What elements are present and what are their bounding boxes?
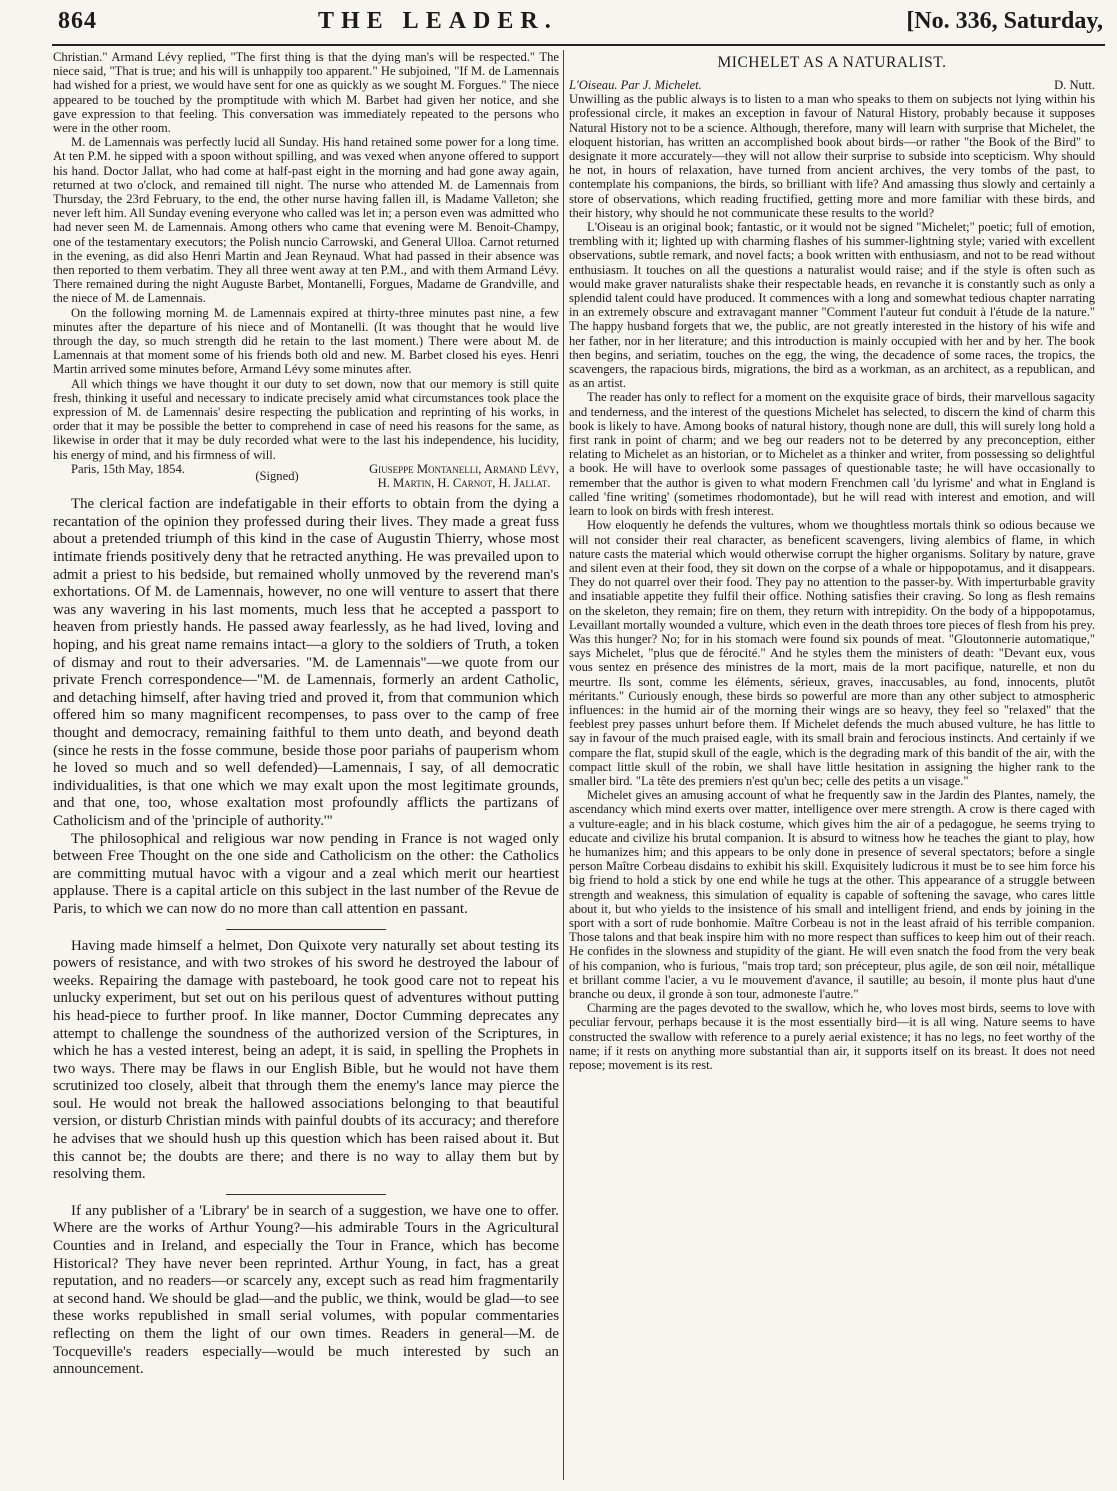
body-paragraph: If any publisher of a 'Library' be in search of a suggestion, we have one to offer. Where are the works of Arthur Young?—his admirable Tours in the Agricultural Counties and in Ireland, and especially the Tour in France, which has become Historical? They have never been reprinted. Arthur Young, in fact, has a great reputation, and no readers—or scarcely any, except such as read him fragmentarily at second hand. We should be glad—and the public, we think, would be glad—to see these works republished in small serial volumes, with popular commentaries reflecting on them the light of our own times. Readers in general—M. de Tocqueville's readers especially—would be much interested by such an announcement. <box>53 1202 559 1378</box>
signatories <box>369 462 559 490</box>
letter-paragraph: All which things we have thought it our duty to set down, now that our memory is still quite fresh, thinking it useful and necessary to indicate precisely amid what circumstances took place the expression of M. de Lamennais' desire respecting the publication and reprinting of his works, in order that it may be possible the better to comprehend in case of need his reasons for the same, as likewise in order that it may be duly recorded what were to the last his independence, his lucidity, his energy of mind, and his firmness of will. <box>53 376 559 462</box>
right-column <box>569 50 1095 1482</box>
article-paragraph: How eloquently he defends the vultures, whom we thoughtless mortals think so odious because we will not consider their real character, as beneficent scavengers, living alembics of flame, in which nature casts the material which would otherwise corrupt the higher organisms. Solitary by nature, grave and silent even at their food, they sit down on the corpse of a whale or hippopotamus, and it disappears. They do not quarrel over their food. They pay no attention to the passer-by. With imperturbable gravity and insatiable appetite they fulfil their office. Nothing satisfies their craving. So long as flesh remains on the skeleton, they remain; fire on them, they return with intrepidity. On the body of a hippopotamus, Levaillant mortally wounded a vulture, which even in the death throes tore pieces of flesh from his prey. Was this hunger? No; for in his stomach were found six pounds of meat. "Gloutonnerie automatique," says Michelet, "plus que de férocité." And he styles them the ministers of death: "Devant eux, vous vous sentez en présence des ministres de la mort, mais de la mort pacifique, naturelle, et non du meurtre. Ils sont, comme les éléments, sérieux, graves, inaccusables, au fond, innocents, plutôt méritants." Curiously enough, these birds so powerful are more than any other subject to atmospheric influences: in the humid air of the morning their wings are so heavy, they feel so "relaxed" that the feeblest prey passes unhurt before them. If Michelet defends the much abused vulture, he has little to say in favour of the much praised eagle, with its small brain and ferocious instincts. And certainly if we compare the flat, stupid skull of the eagle, which is the degrading mark of this bandit of the air, with the compact little skull of the robin, we shall have little hesitation in assigning the higher rank to the smaller bird. "La tête des premiers n'est qu'un bec; celle des petits a un visage." <box>569 518 1095 788</box>
article-paragraph: L'Oiseau is an original book; fantastic, or it would not be signed "Michelet;" poetic; full of emotion, trembling with it; lighted up with charming flashes of his summer-lightning style; varied with excellent observations, subtle remark, and novel facts; a book written with enthusiasm, and not to be read without enthusiasm. It touches on all the questions a naturalist would raise; and if the style is often such as would make graver naturalists shake their respectable heads, en revanche it is constantly such as only a splendid talent could have produced. It commences with a long and somewhat tedious chapter narrating in an extremely obscure and extravagant manner "Comment l'auteur fut conduit à l'étude de la nature." The happy husband forgets that we, the public, are not greatly interested in the history of his wife and her father, nor in her literature; and this introduction is mainly occupied with her and by her. The book then begins, and seriatim, touches on the egg, the wing, the decadence of some races, the tropics, the scavengers, the rapacious birds, migrations, the bird as a workman, as an architect, as a republican, and as an artist. <box>569 220 1095 391</box>
young-section <box>53 1203 559 1379</box>
column-divider <box>563 50 564 1480</box>
letter-paragraph: M. de Lamennais was perfectly lucid all Sunday. His hand retained some power for a long time. At ten P.M. he sipped with a spoon without spilling, and was vexed when anyone offered to support his hand. Doctor Jallat, who had come at half-past eight in the morning and had gone away again, returned at two o'clock, and remained till night. The nurse who attended M. de Lamennais from Thursday, the 23rd February, to the end, the other nurse having fallen ill, is Madame Valleton; she never left him. All Sunday evening everyone who called was let in; a person even was admitted who had never seen M. de Lamennais. Among others who came that evening were M. Benoit-Champy, one of the testamentary executors; the Polish nuncio Carrowski, and General Ulloa. Carnot returned in the evening, as did also Henri Martin and Jean Reynaud. What had passed in their absence was then reported to them verbatim. They all three went away at ten P.M., and with them Armand Lévy. There remained during the night Auguste Barbet, Montanelli, Forgues, Madame de Grandville, and the niece of M. de Lamennais. <box>53 135 559 306</box>
article-paragraph: Michelet gives an amusing account of what he frequently saw in the Jardin des Plantes, namely, the ascendancy which mind exerts over matter, intelligence over mere strength. A crow is there caged with a vulture-eagle; and in his black costume, which gives him the air of a pedagogue, he seems trying to educate and civilize his brutal companion. It is absurd to witness how he teaches the giant to play, how he humanizes him; and this appears to be only done in presence of several spectators; before a single person Maître Corbeau disdains to exhibit his skill. Exquisitely ludicrous it must be to see him force his big friend to hold a stick by one end while he tugs at the other. This appearance of a struggle between strength and weakness, this simulation of equality is capable of softening the savage, who cares little about it, but who yields to the insistence of his small and intelligent friend, and ends by joining in the sport with a sort of rude bonhomie. Maître Corbeau is not in the least afraid of his terrible companion. Those talons and that beak inspire him with no more respect than suffices to keep him out of their reach. He confides in the slowness and stupidity of the giant. He will even snatch the food from the very beak of his companion, who is furious, "mais trop tard; son précepteur, plus agile, de son œil noir, métallique et brillant comme l'acier, a vu le mouvement d'avance, il sautille; au besoin, il monte plus haut d'une branche ou deux, il gronde à son tour, admoneste l'autre." <box>569 788 1095 1001</box>
quixote-section <box>53 938 559 1184</box>
article-body <box>569 92 1095 1072</box>
section-divider <box>226 929 386 930</box>
letter-paragraph: Christian." Armand Lévy replied, "The first thing is that the dying man's will be respected." The niece said, "That is true; and his will is unhappily too apparent." He subjoined, "If M. de Lamennais had wished for a priest, we would have sent for one as quickly as we sought M. Forgues." The niece appeared to be touched by the promptitude with which M. Barbet had given her notice, and she gave expression to that feeling. This conversation was immediately repeated to the persons who were in the other room. <box>53 50 559 136</box>
article-paragraph: The reader has only to reflect for a moment on the exquisite grace of birds, their marvellous sagacity and tenderness, and the interest of the questions Michelet has selected, to discern the kind of charm this book is likely to have. Among books of natural history, though none are dull, this will surely long hold a first rank in point of charm; and we beg our readers not to be deterred by any preconception, either relating to Michelet as an historian, or to Michelet as a thinker and writer, from possessing so delightful a book. He will have to overlook some passages of questionable taste; he will have occasionally to remember that the author is given to what modern Frenchmen call 'du lyrisme' and what in England is called 'fine writing' (sometimes rhodomontade), but he will read with interest and emotion, and will learn to look on birds with fresh interest. <box>569 390 1095 519</box>
left-column <box>53 50 559 1482</box>
publisher: D. Nutt. <box>1054 78 1095 92</box>
section-divider <box>226 1194 386 1195</box>
letter-paragraph: On the following morning M. de Lamennais expired at thirty-three minutes past nine, a few minutes after the departure of his niece and of Montanelli. (It was thought that he would live through the day, so much strength did he retain to the last moment.) There were about M. de Lamennais at that moment some of his friends both old and new. M. Barbet closed his eyes. Henri Martin arrived some minutes before, Armand Lévy some minutes after. <box>53 305 559 377</box>
signatories-line: H. Martin, H. Carnot, H. Jallat. <box>377 476 551 491</box>
issue-number: [No. 336, Saturday, <box>906 8 1103 34</box>
signature-block <box>53 462 559 490</box>
header-rule <box>52 44 1105 46</box>
book-title: L'Oiseau. Par J. Michelet. <box>569 78 702 92</box>
place-date: Paris, 15th May, 1854. <box>71 461 185 476</box>
book-citation <box>569 78 1095 92</box>
signatories-line: Giuseppe Montanelli, Armand Lévy, <box>369 461 559 476</box>
signed-label: (Signed) <box>255 468 299 483</box>
body-paragraph: The clerical faction are indefatigable in their efforts to obtain from the dying a recantation of the opinion they professed during their lives. They made a great fuss about a pretended triumph of this kind in the case of Augustin Thierry, whose most intimate friends positively deny that he retracted anything. He was prevailed upon to admit a priest to his bedside, but remained wholly unmoved by the reverend man's exhortations. Of M. de Lamennais, however, no one will venture to assert that there was any wavering in his last moments, much less that he accepted a passport to heaven from priestly hands. He passed away fearlessly, as he had lived, loving and hoping, and his great name remains intact—a glory to the soldiers of Truth, a token of dismay and rout to their adversaries. "M. de Lamennais"—we quote from our private French correspondence—"M. de Lamennais, formerly an ardent Catholic, and detaching himself, after having tried and proved it, from that communion which offered him so many magnificent recompenses, to pass over to the camp of free thought and democracy, remaining faithful to them unto death, and beyond death (since he rests in the fosse commune, beside those poor pariahs of pauperism whom he loved so much and so well defended)—Lamennais, I say, of all democratic individualities, is that one which we may exalt upon the most legitimate grounds, and that one, too, whose exaltation most profoundly afflicts the partizans of Catholicism and of the 'principle of authority.'" <box>53 496 559 829</box>
article-title: MICHELET AS A NATURALIST. <box>717 54 947 71</box>
page-number: 864 <box>58 8 97 34</box>
body-paragraph: Having made himself a helmet, Don Quixote very naturally set about testing its powers of resistance, and with two strokes of his sword he destroyed the labour of weeks. Repairing the damage with pasteboard, he took good care not to repeat his unlucky experiment, but set out on his perilous quest of adventures without putting his head-piece to further proof. In like manner, Doctor Cumming deprecates any attempt to challenge the soundness of the authorized version of the Scriptures, in which he has a vested interest, being an adept, it is said, in spelling the Prophets in two ways. There may be flaws in our English Bible, but he would not have them scrutinized too closely, albeit that through them the enemy's lance may pierce the soul. He would not break the hallowed associations belonging to that beautiful version, or disturb Christian minds with painful doubts of its accuracy; and therefore he advises that we should hush up this question which has been raised about it. But this cannot be; the doubts are there; and there is no way to allay them but by resolving them. <box>53 937 559 1183</box>
body-paragraph: The philosophical and religious war now pending in France is not waged only between Free Thought on the one side and Catholicism on the other: the Catholics are committing mutual havoc with a vigour and a zeal which merit our heartiest applause. There is a capital article on this subject in the last number of the Revue de Paris, to which we can now do no more than call attention en passant. <box>53 830 559 917</box>
article-paragraph: Charming are the pages devoted to the swallow, which he, who loves most birds, seems to love with peculiar fervour, perhaps because it is the most essentially bird—it is all wing. Nature seems to have constructed the swallow with reference to a purely aerial existence; it has no legs, no feet worthy of the name; if it rests on anything more substantial than air, it supports itself on its breast. It does not need repose; movement is its rest. <box>569 1001 1095 1073</box>
clerical-section <box>53 496 559 918</box>
page-header <box>0 0 1117 46</box>
letter-section <box>53 50 559 462</box>
article-paragraph: Unwilling as the public always is to listen to a man who speaks to them on subjects not lying within his professional circle, it makes an exception in favour of Natural History, probably because it supposes Natural History not to be a science. Although, therefore, many will learn with surprise that Michelet, the eloquent historian, has written an accomplished book about birds—or rather "the Book of the Bird" to designate it more accurately—they will not allow their surprise to subside into scepticism. Why should he not, in hours of relaxation, have turned from ancient archives, the very tombs of the past, to contemplate his companions, the birds, so brilliant with life? And amassing thus slowly and certainly a store of observations, which reading fructified, getting more and more familiar with these birds, and their history, why should he not communicate these results to the world? <box>569 92 1095 220</box>
masthead: THE LEADER. <box>318 8 558 34</box>
